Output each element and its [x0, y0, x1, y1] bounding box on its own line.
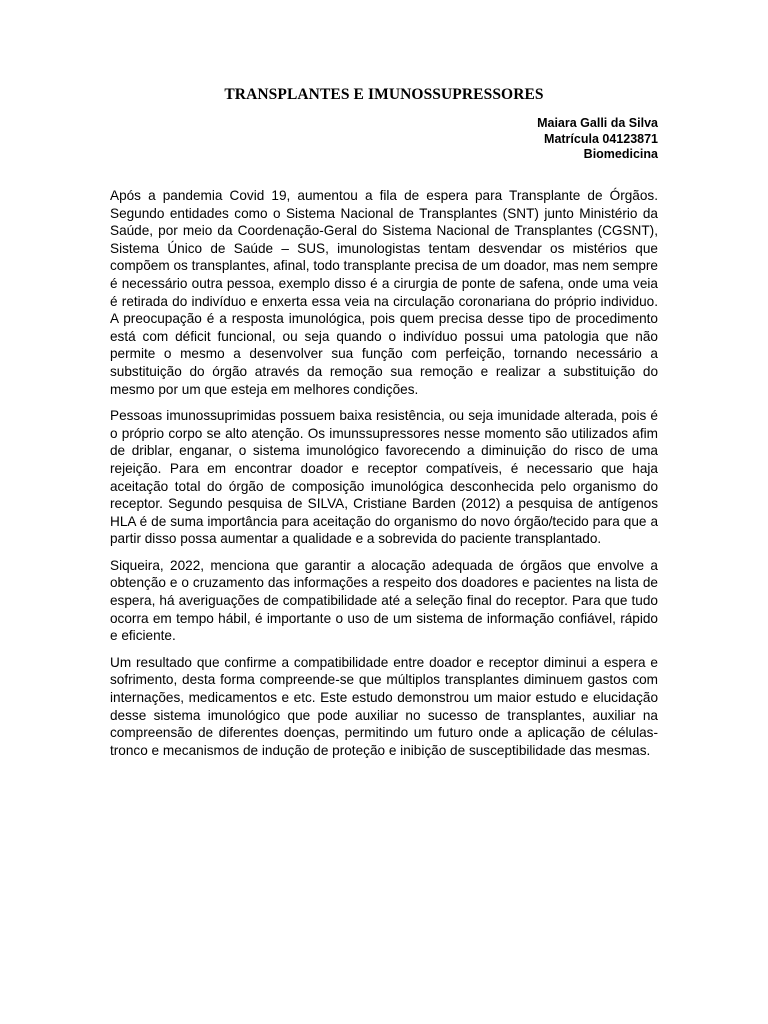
author-registration: Matrícula 04123871 — [544, 131, 658, 146]
author-name: Maiara Galli da Silva — [537, 116, 658, 130]
author-info — [537, 116, 658, 163]
document-title: TRANSPLANTES E IMUNOSSUPRESSORES — [224, 86, 544, 103]
author-course: Biomedicina — [583, 147, 658, 161]
paragraph-1: Após a pandemia Covid 19, aumentou a fila de espera para Transplante de Órgãos. Segundo entidades como o Sistema Nacional de Transplantes (SNT) junto Ministério da Saúde, por meio da Coordenação-Geral do Sistema Nacional de Transplantes (CGSNT), Sistema Único de Saúde – SUS, imunologistas tentam desvendar os mistérios que compõem os transplantes, afinal, todo transplante precisa de um doador, mas nem sempre é necessário outra pessoa, exemplo disso é a cirurgia de ponte de safena, onde uma veia é retirada do indivíduo e enxerta essa veia na circulação coronariana do próprio individuo. A preocupação é a resposta imunológica, pois quem precisa desse tipo de procedimento está com déficit funcional, ou seja quando o indivíduo possui uma patologia que não permite o mesmo a desenvolver sua função com perfeição, tornando necessário a substituição do órgão através da remoção sua remoção e realizar a substituição do mesmo por um que esteja em melhores condições. — [110, 188, 658, 397]
paragraph-4: Um resultado que confirme a compatibilidade entre doador e receptor diminui a espera e sofrimento, desta forma compreende-se que múltiplos transplantes diminuem gastos com internações, medicamentos e etc. Este estudo demonstrou um maior estudo e elucidação desse sistema imunológico que pode auxiliar no sucesso de transplantes, auxiliar na compreensão de diferentes doenças, permitindo um futuro onde a aplicação de células-tronco e mecanismos de indução de proteção e inibição de susceptibilidade das mesmas. — [110, 654, 658, 758]
paragraph-3: Siqueira, 2022, menciona que garantir a alocação adequada de órgãos que envolve a obtenção e o cruzamento das informações a respeito dos doadores e pacientes na lista de espera, há averiguações de compatibilidade até a seleção final do receptor. Para que tudo ocorra em tempo hábil, é importante o uso de um sistema de informação confiável, rápido e eficiente. — [110, 557, 658, 644]
document-body — [110, 187, 658, 768]
paragraph-2: Pessoas imunossuprimidas possuem baixa resistência, ou seja imunidade alterada, pois é o próprio corpo se alto atenção. Os imunssupressores nesse momento são utilizados afim de driblar, enganar, o sistema imunológico favorecendo a diminuição do risco de uma rejeição. Para em encontrar doador e receptor compatíveis, é necessario que haja aceitação total do órgão de composição imunológica desconhecida pelo organismo do receptor. Segundo pesquisa de SILVA, Cristiane Barden (2012) a pesquisa de antígenos HLA é de suma importância para aceitação do organismo do novo órgão/tecido para que a partir disso possa aumentar a qualidade e a sobrevida do paciente transplantado. — [110, 408, 658, 547]
